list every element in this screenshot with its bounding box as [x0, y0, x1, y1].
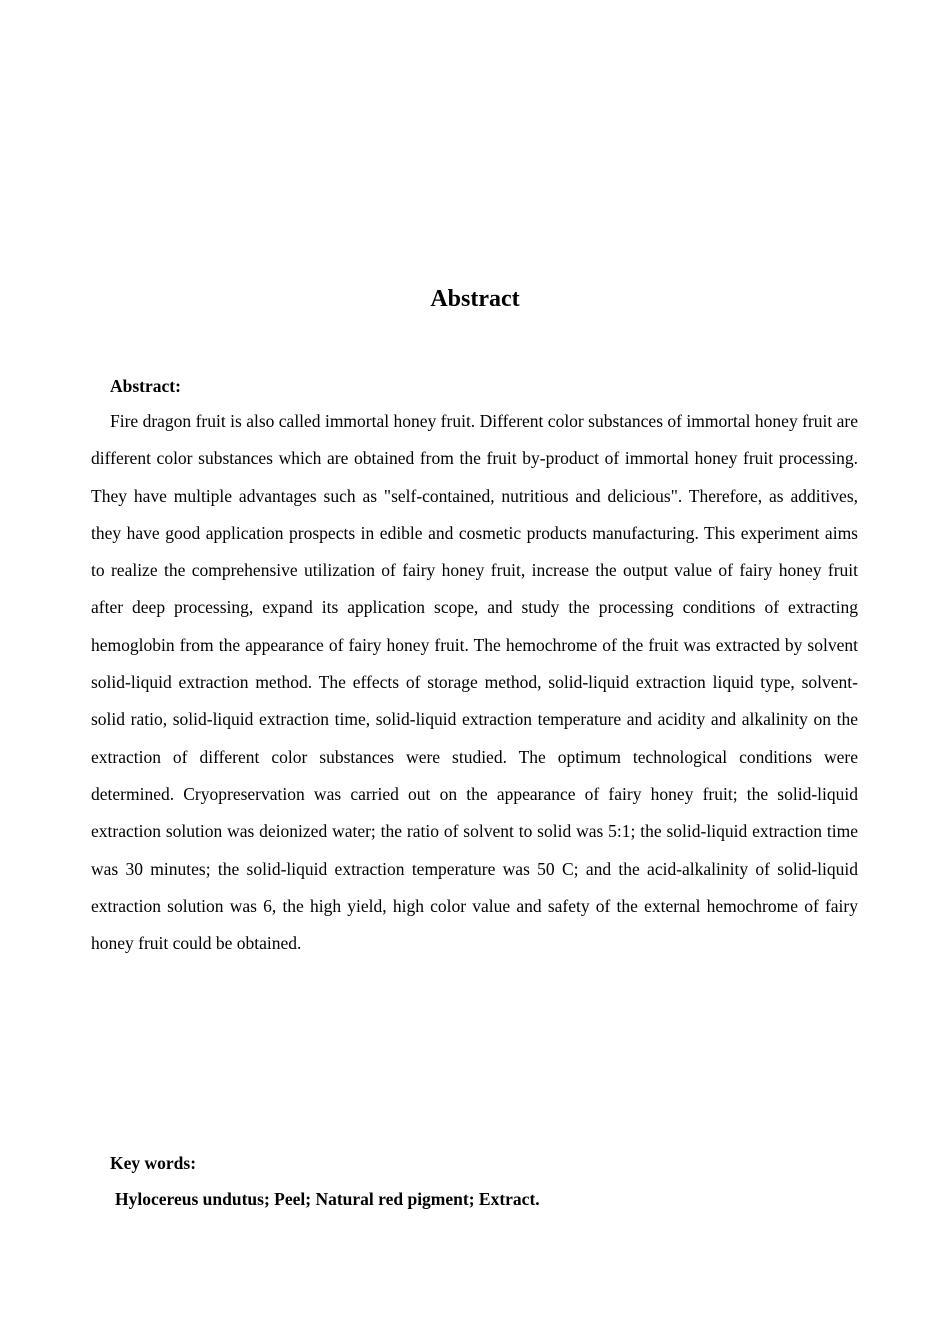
abstract-body: Fire dragon fruit is also called immortal honey fruit. Different color substances of immortal honey fruit are different color substances which are obtained from the fruit by-product of immortal honey fruit processing. They have multiple advantages such as "self-contained, nutritious and delicious". Therefore, as additives, they have good application prospects in edible and cosmetic products manufacturing. This experiment aims to realize the comprehensive utilization of fairy honey fruit, increase the output value of fairy honey fruit after deep processing, expand its application scope, and study the processing conditions of extracting hemoglobin from the appearance of fairy honey fruit. The hemochrome of the fruit was extracted by solvent solid-liquid extraction method. The effects of storage method, solid-liquid extraction liquid type, solvent-solid ratio, solid-liquid extraction time, solid-liquid extraction temperature and acidity and alkalinity on the extraction of different color substances were studied. The optimum technological conditions were determined. Cryopreservation was carried out on the appearance of fairy honey fruit; the solid-liquid extraction solution was deionized water; the ratio of solvent to solid was 5:1; the solid-liquid extraction time was 30 minutes; the solid-liquid extraction temperature was 50 C; and the acid-alkalinity of solid-liquid extraction solution was 6, the high yield, high color value and safety of the external hemochrome of fairy honey fruit could be obtained.	[91, 411, 858, 954]
page-title: Abstract	[430, 286, 520, 312]
abstract-label: Abstract:	[110, 376, 181, 396]
keywords-text: Hylocereus undutus; Peel; Natural red pigment; Extract.	[115, 1189, 540, 1209]
keywords-label: Key words:	[110, 1153, 197, 1173]
